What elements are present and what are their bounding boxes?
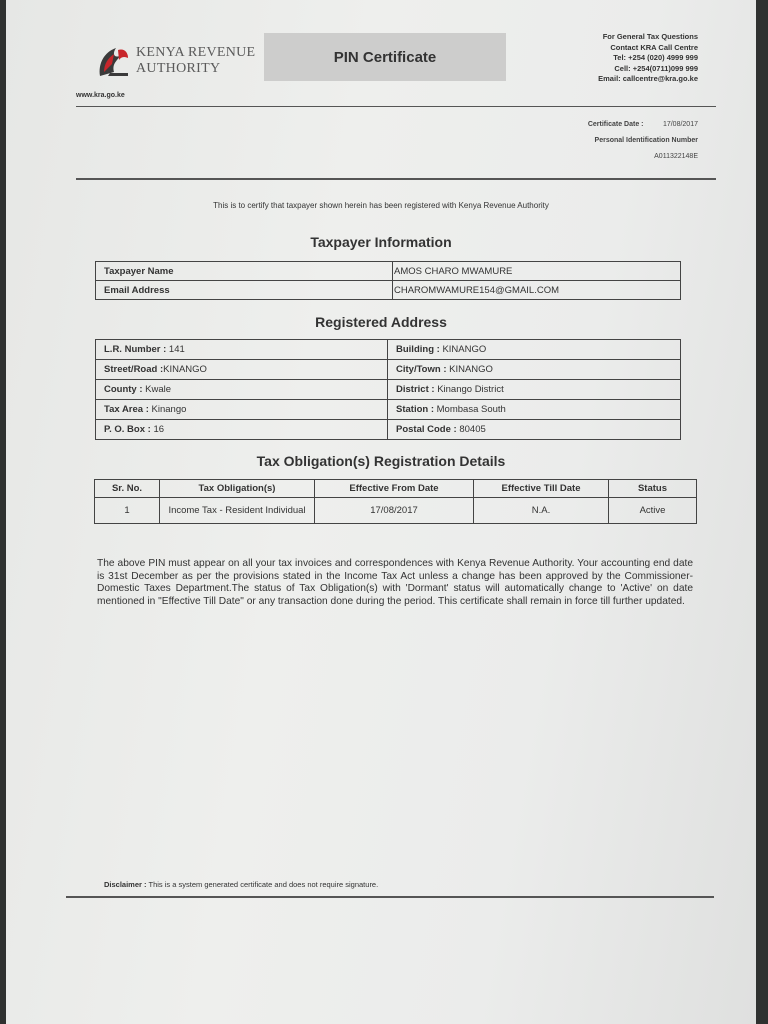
cell-from: 17/08/2017 (315, 498, 474, 524)
col-header-till: Effective Till Date (474, 480, 609, 498)
po-box-value: 16 (153, 424, 165, 435)
contact-line: For General Tax Questions (602, 32, 698, 41)
table-row (95, 498, 697, 524)
district-value: Kinango District (437, 384, 504, 395)
col-header-status: Status (609, 480, 697, 498)
taxpayer-name-label: Taxpayer Name (96, 262, 393, 281)
col-header-sr: Sr. No. (95, 480, 160, 498)
pin-label: Personal Identification Number (594, 137, 698, 144)
cell-sr: 1 (95, 498, 160, 524)
table-row (96, 360, 681, 380)
cell-status: Active (609, 498, 697, 524)
disclaimer-label: Disclaimer : (104, 880, 147, 889)
table-row (96, 400, 681, 420)
lr-number-value: 141 (168, 344, 185, 355)
notice-paragraph: The above PIN must appear on all your tax invoices and correspondences with Kenya Revenue Authority. Your accounting end date is 31st December as per the provisions stated in the Income Tax Act unless a change has been approved by the Commissioner-Domestic Taxes Department.The status of Tax Obligation(s) with 'Dormant' status will automatically change to 'Active' on date mentioned in "Effective Till Date" or any transaction done during the period. This certificate shall remain in force till further updated. (97, 558, 693, 607)
table-row (96, 340, 681, 360)
postal-code-value: 80405 (459, 424, 486, 435)
date-value: 17/08/2017 (662, 121, 698, 128)
obligations-section-title: Tax Obligation(s) Registration Details (256, 453, 506, 469)
station-label: Station : (396, 404, 434, 415)
taxpayer-table (95, 261, 681, 300)
col-header-obligation: Tax Obligation(s) (160, 480, 315, 498)
address-section-title: Registered Address (315, 314, 447, 330)
disclaimer (104, 880, 378, 889)
disclaimer-text: This is a system generated certificate and does not require signature. (148, 880, 379, 889)
kra-logo (94, 42, 264, 86)
lr-number-label: L.R. Number : (104, 344, 167, 355)
col-header-from: Effective From Date (315, 480, 474, 498)
contact-line: Contact KRA Call Centre (610, 42, 698, 52)
tax-area-value: Kinango (151, 404, 187, 415)
cell-till: N.A. (474, 498, 609, 524)
building-value: KINANGO (442, 344, 487, 355)
table-row (96, 380, 681, 400)
divider (76, 106, 716, 107)
district-label: District : (396, 384, 435, 395)
county-value: Kwale (145, 384, 172, 395)
city-label: City/Town : (396, 364, 447, 375)
contact-line: Email: callcentre@kra.go.ke (598, 74, 698, 83)
contact-line: Cell: +254(0711)099 999 (614, 63, 698, 73)
contact-block (598, 32, 698, 85)
logo-text-line2: AUTHORITY (136, 61, 221, 76)
pin-value: A011322148E (654, 153, 698, 160)
certificate-title: PIN Certificate (264, 33, 506, 81)
taxpayer-name-value: AMOS CHARO MWAMURE (393, 262, 681, 281)
date-label: Certificate Date : (587, 121, 644, 128)
cell-obligation: Income Tax - Resident Individual (160, 498, 315, 524)
taxpayer-section-title: Taxpayer Information (310, 234, 452, 250)
divider (66, 896, 714, 898)
tax-area-label: Tax Area : (104, 404, 149, 415)
postal-code-label: Postal Code : (396, 424, 457, 435)
obligations-table (94, 479, 697, 524)
divider (76, 178, 716, 180)
street-label: Street/Road : (104, 364, 164, 375)
table-header-row (95, 480, 697, 498)
contact-line: Tel: +254 (020) 4999 999 (613, 53, 698, 62)
city-value: KINANGO (449, 364, 493, 375)
logo-text-line1: KENYA REVENUE (136, 45, 256, 60)
street-value: KINANGO (163, 364, 207, 375)
email-value: CHAROMWAMURE154@GMAIL.COM (393, 281, 681, 300)
table-row (96, 281, 681, 300)
kra-lion-icon (94, 42, 132, 80)
website-link[interactable]: www.kra.go.ke (76, 92, 125, 99)
certificate-page (6, 0, 756, 1024)
email-label: Email Address (96, 281, 393, 300)
certify-statement: This is to certify that taxpayer shown herein has been registered with Kenya Revenue Authority (213, 201, 549, 210)
table-row (96, 420, 681, 440)
station-value: Mombasa South (436, 404, 506, 415)
address-table (95, 339, 681, 440)
po-box-label: P. O. Box : (104, 424, 151, 435)
table-row (96, 262, 681, 281)
building-label: Building : (396, 344, 440, 355)
county-label: County : (104, 384, 143, 395)
certificate-meta (588, 117, 698, 165)
